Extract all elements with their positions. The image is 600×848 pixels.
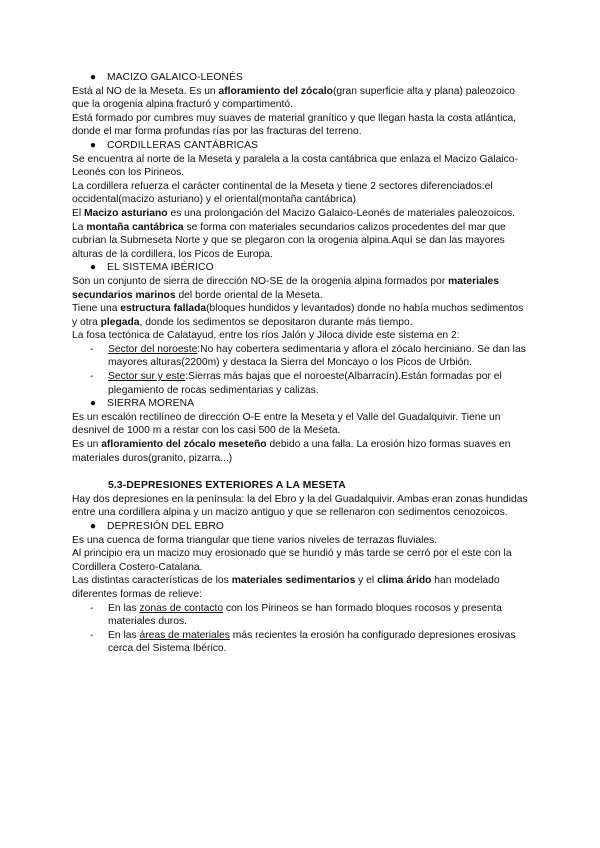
bullet-dot: ● <box>89 139 97 151</box>
bullet-dot: ● <box>89 72 97 83</box>
paragraph: La fosa tectónica de Calatayud, entre los ríos Jalón y Jiloca divide este sistema en 2: <box>72 330 460 342</box>
bullet-label: CORDILLERAS CANTÁBRICAS <box>107 139 259 151</box>
dash-marker: - <box>90 629 94 641</box>
paragraph: Hay dos depresiones en la península: la del Ebro y la del Guadalquivir. Ambas eran zonas hundidas entre una cordillera alpina y un macizo antiguo y que se rellenaron con sedimentos cenozoicos. <box>72 493 528 519</box>
paragraph: Está formado por cumbres muy suaves de material granítico y que llegan hasta la costa atlántica, donde el mar forma profundas rías por las fracturas del terreno. <box>72 112 517 138</box>
paragraph: Las distintas características de los materiales sedimentarios y el clima árido han modelado diferentes formas de relieve: <box>72 575 500 600</box>
bullet-label: SIERRA MORENA <box>107 398 195 410</box>
spacer <box>72 465 528 479</box>
bullet-macizo-galaico <box>72 71 528 85</box>
paragraph: Tiene una estructura fallada(bloques hundidos y levantados) donde no había muchos sedimentos y otra plegada, donde los sedimentos se depositaron durante más tiempo. <box>72 303 524 328</box>
paragraph: Al principio era un macizo muy erosionado que se hundió y más tarde se cerró por el este con la Cordillera Costero-Catalana. <box>72 548 512 573</box>
bullet-sistema-iberico <box>72 261 528 275</box>
paragraph: El Macizo asturiano es una prolongación del Macizo Galaico-Leonés de materiales paleozoicos. <box>72 207 516 219</box>
bullet-label: MACIZO GALAICO-LEONÉS <box>107 72 243 83</box>
bullet-sierra-morena <box>72 397 528 411</box>
bullet-dot: ● <box>89 521 97 532</box>
bullet-cordilleras <box>72 139 528 153</box>
dash-item: - En las zonas de contacto con los Pirineos se han formado bloques rocosos y presenta materiales duros. <box>90 602 502 628</box>
paragraph: Es un escalón rectilíneo de dirección O-E entre la Meseta y el Valle del Guadalquivir. Tiene un desnivel de 1000 m a restar con los casi 500 de la Meseta. <box>72 411 501 437</box>
paragraph: Son un conjunto de sierra de dirección NO-SE de la orogenia alpina formados por materiales secundarios marinos del borde oriental de la Meseta. <box>72 275 500 301</box>
paragraph: La cordillera refuerza el carácter continental de la Meseta y tiene 2 sectores diferenciados:el occidental(macizo asturiano) y el oriental(montaña cantábrica) <box>72 180 493 206</box>
paragraph: La montaña cantábrica se forma con materiales secundarios calizos procedentes del mar que cubrían la Submeseta Norte y que se plegaron con la orogenia alpina.Aquí se dan las mayores alturas de la cordillera, los Picos de Europa. <box>72 221 506 260</box>
section-heading: 5.3-DEPRESIONES EXTERIORES A LA MESETA <box>108 480 346 492</box>
bullet-depresion-ebro <box>72 520 528 534</box>
dash-item: - Sector sur y este:Sierras más bajas que el noroeste(Albarracín).Están formadas por el plegamiento de rocas sedimentarias y calizas. <box>90 371 502 396</box>
bullet-dot: ● <box>89 262 97 274</box>
dash-item: - Sector del noroeste:No hay cobertera sedimentaria y aflora el zócalo herciniano. Se dan las mayores alturas(2200m) y destaca la Sierra del Moncayo o los Picos de Urbión. <box>90 343 526 369</box>
dash-marker: - <box>90 602 94 614</box>
bullet-label: EL SISTEMA IBÉRICO <box>107 262 214 274</box>
dash-marker: - <box>90 343 94 355</box>
bullet-label: DEPRESIÓN DEL EBRO <box>107 521 225 532</box>
dash-marker: - <box>90 371 94 383</box>
paragraph: Es un afloramiento del zócalo meseteño debido a una falla. La erosión hizo formas suaves en materiales duros(granito, pizarra...) <box>72 439 511 464</box>
paragraph: Es una cuenca de forma triangular que tiene varios niveles de terrazas fluviales. <box>72 534 438 546</box>
bullet-dot: ● <box>89 398 97 410</box>
document-page <box>72 71 528 656</box>
paragraph: Está al NO de la Meseta. Es un afloramiento del zócalo(gran superficie alta y plana) paleozoico que la orogenia alpina fracturó y compartimentó. <box>72 85 515 111</box>
dash-item: - En las áreas de materiales más recientes la erosión ha configurado depresiones erosivas cerca del Sistema Ibérico. <box>90 629 516 655</box>
paragraph: Se encuentra al norte de la Meseta y paralela a la costa cantábrica que enlaza el Macizo Galaico-Leonés con los Pirineos. <box>72 153 518 179</box>
